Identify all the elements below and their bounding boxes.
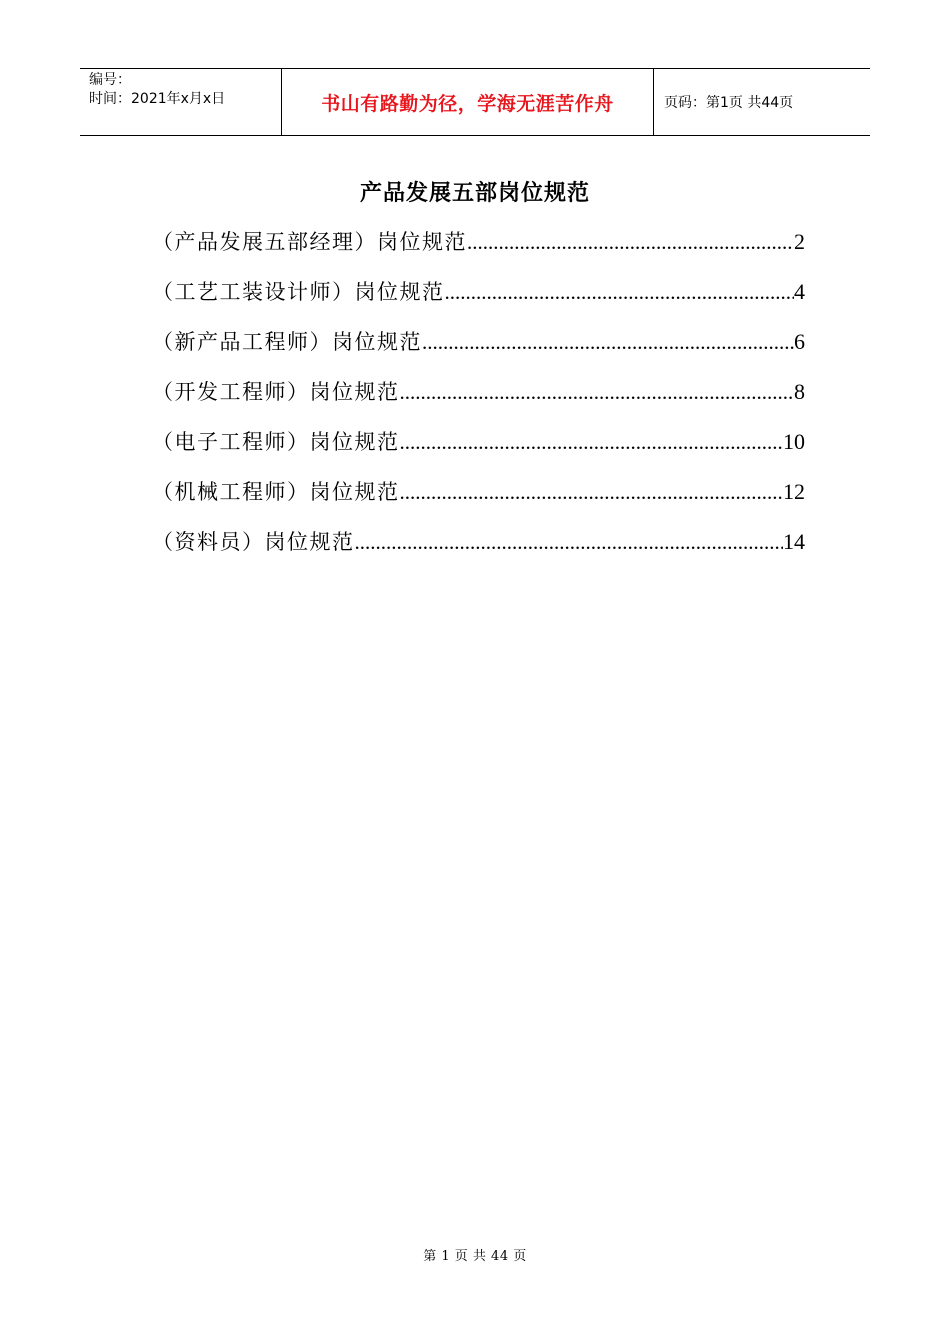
toc-entry[interactable] <box>152 474 805 524</box>
toc-entry-page: 2 <box>794 229 805 254</box>
toc-entry-page: 12 <box>783 479 805 504</box>
date-label: 时间：2021年x月x日 <box>89 91 226 107</box>
toc-entry-label: （开发工程师）岗位规范 <box>152 380 400 404</box>
toc-entry-label: （电子工程师）岗位规范 <box>152 430 400 454</box>
header-table <box>80 68 870 136</box>
toc-entry-label: （新产品工程师）岗位规范 <box>152 330 422 354</box>
header-left-cell <box>80 69 281 135</box>
page-footer: 第 1 页 共 44 页 <box>423 1249 527 1264</box>
toc-leader-dots <box>400 474 784 510</box>
header-motto-cell <box>281 69 654 135</box>
toc-leader-dots <box>422 324 794 360</box>
toc-entry[interactable] <box>152 374 805 424</box>
toc-leader-dots <box>400 374 795 410</box>
table-of-contents <box>152 224 805 574</box>
toc-entry[interactable] <box>152 424 805 474</box>
toc-entry-label: （资料员）岗位规范 <box>152 530 355 554</box>
toc-entry[interactable] <box>152 224 805 274</box>
page-info: 页码：第1页 共44页 <box>664 95 794 111</box>
toc-entry-page: 14 <box>783 529 805 554</box>
serial-label: 编号： <box>89 72 131 88</box>
toc-leader-dots <box>467 224 794 260</box>
toc-entry[interactable] <box>152 524 805 574</box>
toc-entry-label: （机械工程师）岗位规范 <box>152 480 400 504</box>
toc-leader-dots <box>400 424 784 460</box>
toc-entry-page: 8 <box>794 379 805 404</box>
header-page-cell <box>654 69 870 135</box>
toc-entry-page: 4 <box>794 279 805 304</box>
toc-entry-page: 6 <box>794 329 805 354</box>
toc-entry-label: （产品发展五部经理）岗位规范 <box>152 230 467 254</box>
document-title: 产品发展五部岗位规范 <box>359 180 590 206</box>
toc-entry-page: 10 <box>783 429 805 454</box>
toc-entry-label: （工艺工装设计师）岗位规范 <box>152 280 445 304</box>
toc-leader-dots <box>445 274 795 310</box>
motto-text: 书山有路勤为径，学海无涯苦作舟 <box>321 92 614 115</box>
toc-entry[interactable] <box>152 324 805 374</box>
toc-entry[interactable] <box>152 274 805 324</box>
toc-leader-dots <box>355 524 784 560</box>
